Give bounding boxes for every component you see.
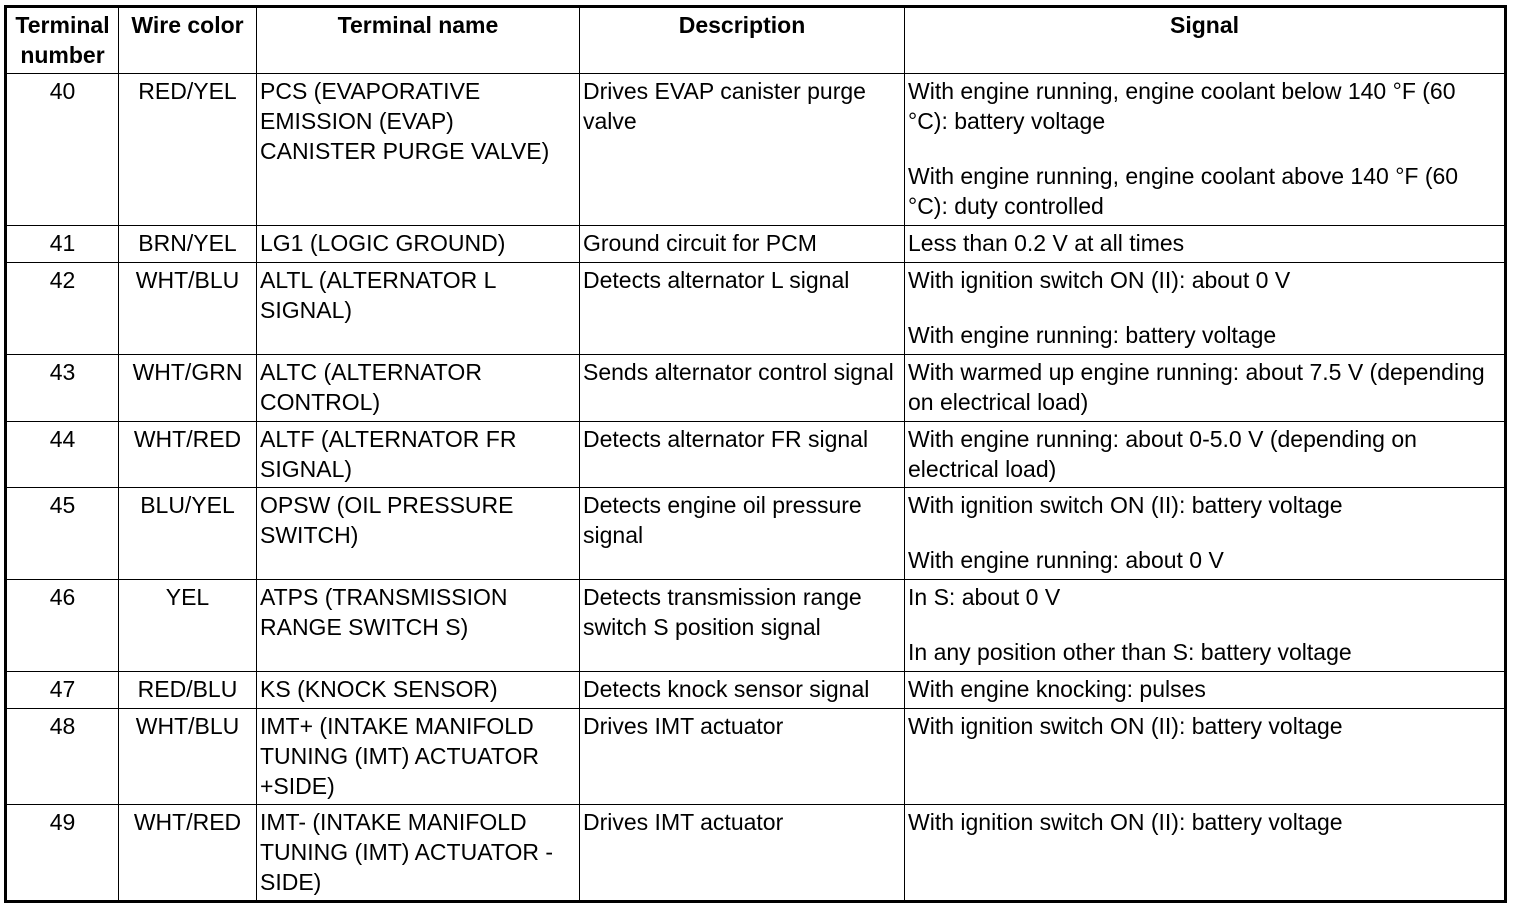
terminal-number: 42: [6, 263, 119, 355]
terminal-name: ALTL (ALTERNATOR L SIGNAL): [257, 263, 580, 355]
description: Drives IMT actuator: [580, 805, 905, 902]
description: Detects engine oil pressure signal: [580, 488, 905, 580]
terminal-number: 43: [6, 355, 119, 422]
header-terminal-number: Terminal number: [6, 7, 119, 74]
signal-text: With ignition switch ON (II): about 0 V: [908, 267, 1291, 293]
signal: [905, 580, 1506, 672]
terminal-name: IMT- (INTAKE MANIFOLD TUNING (IMT) ACTUATOR -SIDE): [257, 805, 580, 902]
terminal-number: 40: [6, 74, 119, 226]
signal-text: Less than 0.2 V at all times: [908, 230, 1185, 256]
description: Drives IMT actuator: [580, 709, 905, 805]
table-row: [6, 422, 1506, 488]
header-description: Description: [580, 7, 905, 74]
signal-text: With engine running, engine coolant above 140 °F (60 °C): duty controlled: [908, 163, 1459, 219]
header-wire-color: Wire color: [119, 7, 257, 74]
signal: [905, 226, 1506, 263]
signal: [905, 74, 1506, 226]
wire-color: RED/BLU: [119, 672, 257, 709]
wire-color: WHT/RED: [119, 422, 257, 488]
terminal-number: 45: [6, 488, 119, 580]
signal-text: With engine running: about 0 V: [908, 547, 1224, 573]
terminal-name: ALTF (ALTERNATOR FR SIGNAL): [257, 422, 580, 488]
signal: [905, 422, 1506, 488]
signal: [905, 805, 1506, 902]
signal: [905, 709, 1506, 805]
wire-color: YEL: [119, 580, 257, 672]
terminal-name: PCS (EVAPORATIVE EMISSION (EVAP) CANISTER PURGE VALVE): [257, 74, 580, 226]
description: Detects transmission range switch S position signal: [580, 580, 905, 672]
terminal-name: KS (KNOCK SENSOR): [257, 672, 580, 709]
table-row: [6, 580, 1506, 672]
terminal-name: IMT+ (INTAKE MANIFOLD TUNING (IMT) ACTUATOR +SIDE): [257, 709, 580, 805]
terminal-name: ALTC (ALTERNATOR CONTROL): [257, 355, 580, 422]
description: Detects alternator FR signal: [580, 422, 905, 488]
signal-text: In any position other than S: battery voltage: [908, 639, 1352, 665]
wire-color: WHT/BLU: [119, 263, 257, 355]
table-row: [6, 263, 1506, 355]
description: Detects knock sensor signal: [580, 672, 905, 709]
signal-text: In S: about 0 V: [908, 584, 1061, 610]
terminal-number: 41: [6, 226, 119, 263]
description: Drives EVAP canister purge valve: [580, 74, 905, 226]
header-row: [6, 7, 1506, 74]
signal-text: With engine running, engine coolant below 140 °F (60 °C): battery voltage: [908, 78, 1456, 134]
description: Ground circuit for PCM: [580, 226, 905, 263]
wire-color: WHT/RED: [119, 805, 257, 902]
signal-text: With engine knocking: pulses: [908, 676, 1206, 702]
signal-text: With ignition switch ON (II): battery voltage: [908, 492, 1343, 518]
signal: [905, 355, 1506, 422]
pcm-terminal-table: [4, 5, 1507, 903]
table-row: [6, 226, 1506, 263]
terminal-number: 44: [6, 422, 119, 488]
description: Sends alternator control signal: [580, 355, 905, 422]
terminal-name: OPSW (OIL PRESSURE SWITCH): [257, 488, 580, 580]
table-row: [6, 709, 1506, 805]
table-row: [6, 805, 1506, 902]
terminal-number: 46: [6, 580, 119, 672]
table-row: [6, 488, 1506, 580]
terminal-number: 49: [6, 805, 119, 902]
wire-color: WHT/GRN: [119, 355, 257, 422]
signal: [905, 263, 1506, 355]
wire-color: WHT/BLU: [119, 709, 257, 805]
header-signal: Signal: [905, 7, 1506, 74]
terminal-name: LG1 (LOGIC GROUND): [257, 226, 580, 263]
signal-text: With warmed up engine running: about 7.5 V (depending on electrical load): [908, 359, 1485, 415]
description: Detects alternator L signal: [580, 263, 905, 355]
table-row: [6, 74, 1506, 226]
terminal-name: ATPS (TRANSMISSION RANGE SWITCH S): [257, 580, 580, 672]
wire-color: BLU/YEL: [119, 488, 257, 580]
header-terminal-name: Terminal name: [257, 7, 580, 74]
signal: [905, 672, 1506, 709]
wire-color: BRN/YEL: [119, 226, 257, 263]
signal-text: With engine running: about 0-5.0 V (depending on electrical load): [908, 426, 1417, 482]
signal-text: With engine running: battery voltage: [908, 322, 1277, 348]
signal-text: With ignition switch ON (II): battery voltage: [908, 809, 1343, 835]
signal: [905, 488, 1506, 580]
terminal-number: 48: [6, 709, 119, 805]
table-row: [6, 672, 1506, 709]
table-row: [6, 355, 1506, 422]
wire-color: RED/YEL: [119, 74, 257, 226]
signal-text: With ignition switch ON (II): battery voltage: [908, 713, 1343, 739]
terminal-number: 47: [6, 672, 119, 709]
